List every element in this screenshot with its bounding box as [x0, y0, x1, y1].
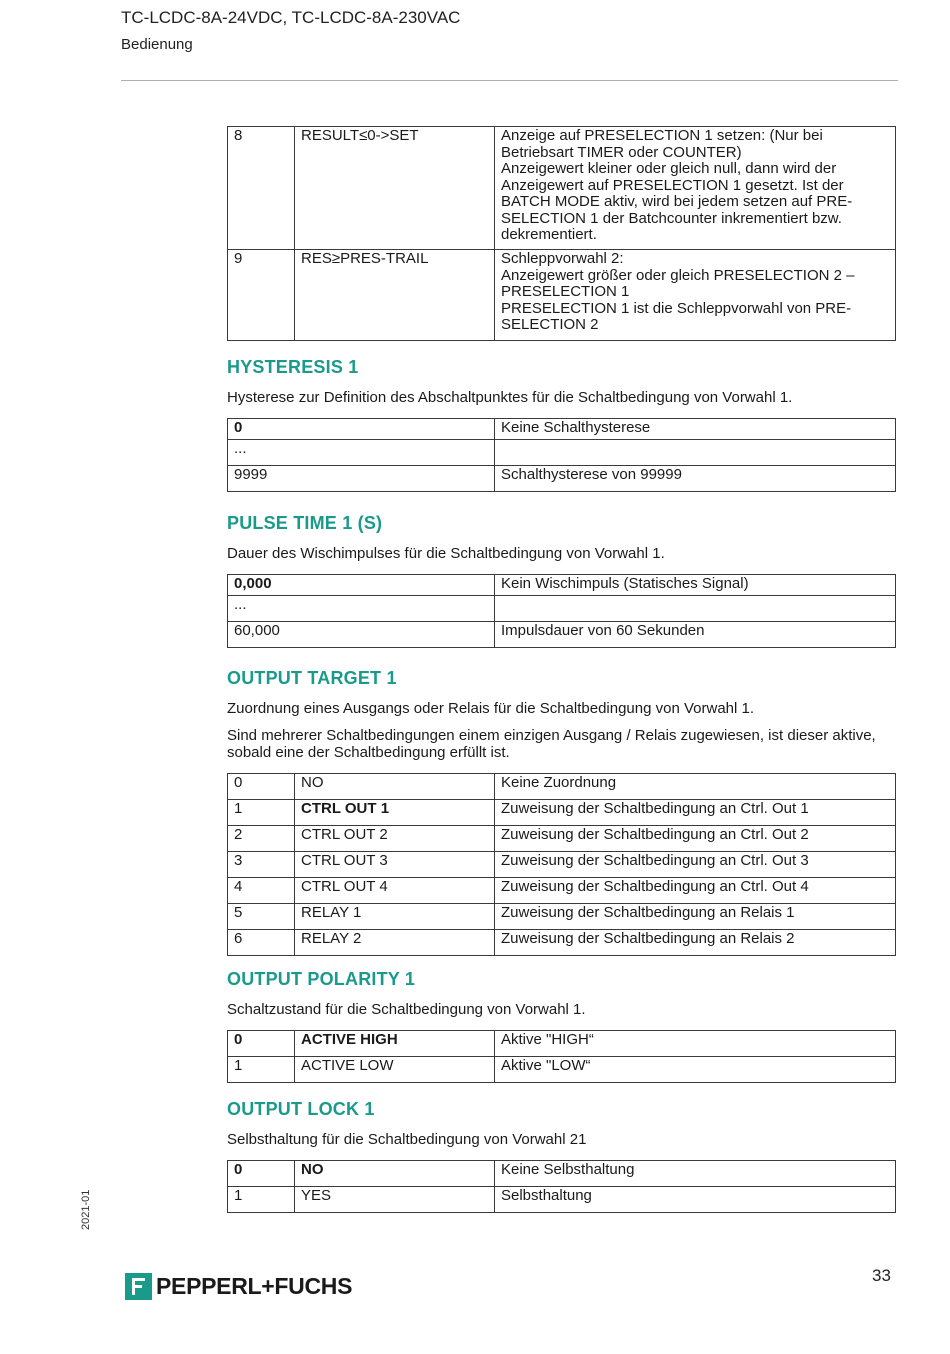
table-row: [228, 622, 896, 648]
document-title: TC-LCDC-8A-24VDC, TC-LCDC-8A-230VAC: [121, 8, 461, 27]
row-description: Keine Schalthysterese: [495, 419, 896, 440]
table-row: [228, 878, 896, 904]
row-name: NO: [295, 1161, 495, 1187]
hysteresis-table: [227, 418, 896, 492]
table-row: [228, 852, 896, 878]
row-number: 0: [228, 774, 295, 800]
row-description: Selbsthaltung: [495, 1187, 896, 1213]
row-name: CTRL OUT 1: [295, 800, 495, 826]
row-name: ACTIVE HIGH: [295, 1031, 495, 1057]
row-name: CTRL OUT 3: [295, 852, 495, 878]
header-divider: [121, 80, 898, 81]
table-row: [228, 419, 896, 440]
row-description: Schalthysterese von 99999: [495, 466, 896, 492]
output-polarity-table: [227, 1030, 896, 1083]
row-number: 9: [228, 250, 295, 341]
output-polarity-description: Schaltzustand für die Schaltbedingung von Vorwahl 1.: [227, 1001, 586, 1018]
row-number: 1: [228, 1057, 295, 1083]
table-row: [228, 127, 896, 250]
row-name: RES≥PRES-TRAIL: [295, 250, 495, 341]
table-row: [228, 800, 896, 826]
row-description: Zuweisung der Schaltbedingung an Ctrl. Out 3: [495, 852, 896, 878]
table-row: [228, 930, 896, 956]
row-description: Aktive "LOW“: [495, 1057, 896, 1083]
output-lock-heading: OUTPUT LOCK 1: [227, 1099, 375, 1119]
brand-name: PEPPERL+FUCHS: [156, 1272, 353, 1299]
row-name: RELAY 1: [295, 904, 495, 930]
output-lock-description: Selbsthaltung für die Schaltbedingung von Vorwahl 21: [227, 1131, 587, 1148]
row-number: 3: [228, 852, 295, 878]
table-row: [228, 904, 896, 930]
pulse-time-heading: PULSE TIME 1 (S): [227, 513, 383, 533]
row-description: Keine Selbsthaltung: [495, 1161, 896, 1187]
row-description: Impulsdauer von 60 Sekunden: [495, 622, 896, 648]
row-value: 9999: [228, 466, 495, 492]
function-table: [227, 126, 896, 341]
row-value: 60,000: [228, 622, 495, 648]
brand-logo: [125, 1271, 352, 1301]
row-number: 1: [228, 800, 295, 826]
row-description: Zuweisung der Schaltbedingung an Relais 2: [495, 930, 896, 956]
table-row: [228, 466, 896, 492]
hysteresis-heading: HYSTERESIS 1: [227, 357, 359, 377]
row-name: CTRL OUT 4: [295, 878, 495, 904]
page-number: 33: [872, 1266, 891, 1285]
row-name: NO: [295, 774, 495, 800]
row-name: ACTIVE LOW: [295, 1057, 495, 1083]
table-row: [228, 774, 896, 800]
table-row: [228, 1057, 896, 1083]
row-description: [495, 596, 896, 622]
row-name: CTRL OUT 2: [295, 826, 495, 852]
row-description: Zuweisung der Schaltbedingung an Ctrl. Out 4: [495, 878, 896, 904]
table-row: [228, 440, 896, 466]
output-lock-table: [227, 1160, 896, 1213]
row-name: RESULT≤0->SET: [295, 127, 495, 250]
table-row: [228, 596, 896, 622]
row-value: ...: [228, 596, 495, 622]
row-number: 0: [228, 1031, 295, 1057]
row-number: 1: [228, 1187, 295, 1213]
row-description: Anzeige auf PRESELECTION 1 setzen: (Nur bei Betriebsart TIMER oder COUNTER) Anzeigewert kleiner oder gleich null, dann wird der Anzeigewert auf PRESELECTION 1 gesetzt. Ist der BATCH MODE aktiv, wird bei jedem setzen auf PRE-SELECTION 1 der Batchcounter inkrementiert bzw. dekrementiert.: [495, 127, 896, 250]
output-target-description: Zuordnung eines Ausgangs oder Relais für die Schaltbedingung von Vorwahl 1.: [227, 700, 755, 717]
edition-date: 2021-01: [80, 1189, 92, 1230]
row-number: 0: [228, 1161, 295, 1187]
table-row: [228, 250, 896, 341]
output-polarity-heading: OUTPUT POLARITY 1: [227, 969, 416, 989]
row-value: ...: [228, 440, 495, 466]
output-target-heading: OUTPUT TARGET 1: [227, 668, 397, 688]
brand-mark-icon: [125, 1273, 152, 1300]
output-target-note: Sind mehrerer Schaltbedingungen einem einzigen Ausgang / Relais zugewiesen, ist dieser aktive, sobald eine der Schaltbedingung erfüllt ist.: [227, 727, 876, 761]
row-number: 6: [228, 930, 295, 956]
row-number: 2: [228, 826, 295, 852]
row-description: Keine Zuordnung: [495, 774, 896, 800]
row-number: 4: [228, 878, 295, 904]
row-description: Aktive "HIGH“: [495, 1031, 896, 1057]
table-row: [228, 1031, 896, 1057]
table-row: [228, 826, 896, 852]
table-row: [228, 1161, 896, 1187]
row-description: [495, 440, 896, 466]
pulse-time-table: [227, 574, 896, 648]
hysteresis-description: Hysterese zur Definition des Abschaltpunktes für die Schaltbedingung von Vorwahl 1.: [227, 389, 793, 406]
output-target-table: [227, 773, 896, 956]
table-row: [228, 1187, 896, 1213]
row-description: Zuweisung der Schaltbedingung an Relais 1: [495, 904, 896, 930]
row-value: 0,000: [228, 575, 495, 596]
row-description: Zuweisung der Schaltbedingung an Ctrl. Out 2: [495, 826, 896, 852]
row-name: YES: [295, 1187, 495, 1213]
row-name: RELAY 2: [295, 930, 495, 956]
section-subtitle: Bedienung: [121, 36, 193, 53]
row-value: 0: [228, 419, 495, 440]
row-number: 8: [228, 127, 295, 250]
row-number: 5: [228, 904, 295, 930]
row-description: Schleppvorwahl 2: Anzeigewert größer oder gleich PRESELECTION 2 – PRESELECTION 1 PRESELECTION 1 ist die Schleppvorwahl von PRE-SELECTION 2: [495, 250, 896, 341]
pulse-time-description: Dauer des Wischimpulses für die Schaltbedingung von Vorwahl 1.: [227, 545, 665, 562]
table-row: [228, 575, 896, 596]
row-description: Zuweisung der Schaltbedingung an Ctrl. Out 1: [495, 800, 896, 826]
row-description: Kein Wischimpuls (Statisches Signal): [495, 575, 896, 596]
